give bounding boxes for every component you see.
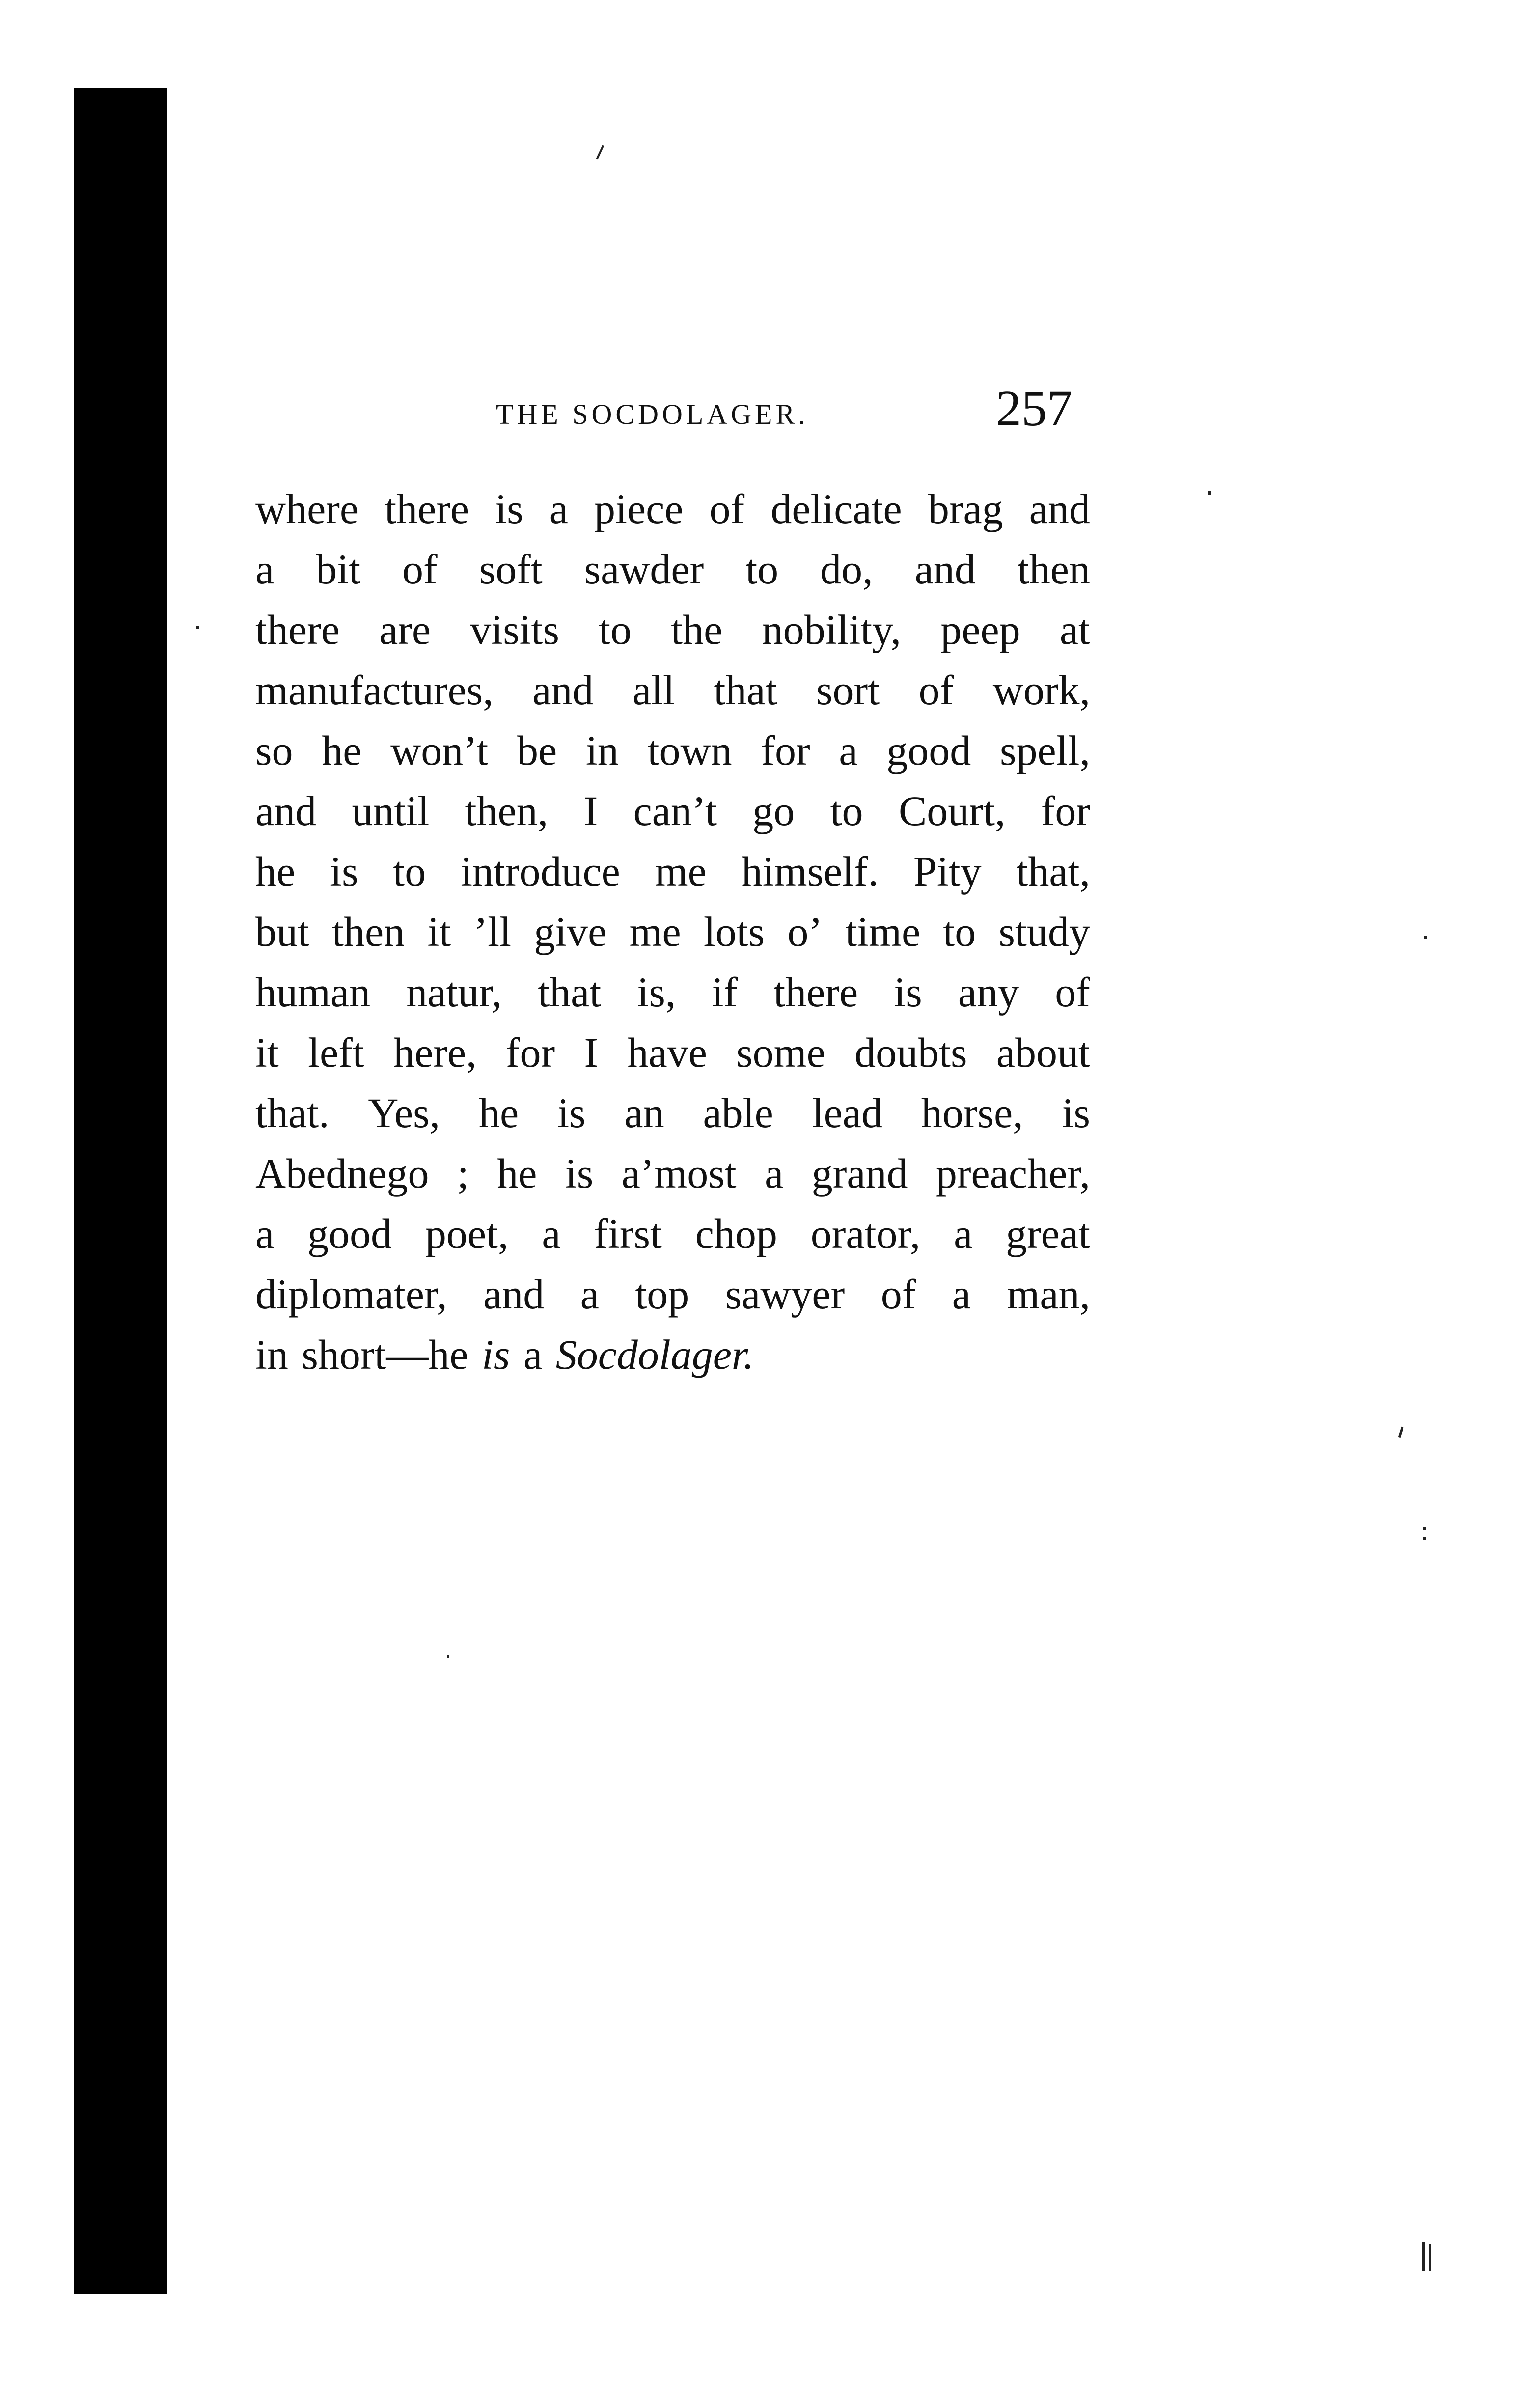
text-line — [255, 1204, 1090, 1264]
scan-speck — [1422, 2242, 1425, 2271]
scan-speck — [1423, 1537, 1426, 1540]
text-word: that — [538, 969, 602, 1016]
text-word: he — [322, 727, 362, 774]
text-word: soft — [479, 546, 543, 593]
text-word: is — [482, 1331, 510, 1378]
text-word: and — [914, 546, 976, 593]
text-word: visits — [470, 606, 559, 653]
text-line — [255, 1143, 1090, 1204]
text-word: won’t — [390, 727, 489, 774]
text-word: the — [671, 606, 723, 653]
text-word: study — [998, 908, 1090, 955]
text-word: a — [549, 485, 568, 532]
text-word: lead — [812, 1089, 882, 1136]
text-word: sort — [816, 666, 880, 714]
text-word: good — [886, 727, 971, 774]
text-word: in — [255, 1331, 288, 1378]
scan-speck — [1423, 1527, 1426, 1530]
text-word: of — [402, 546, 438, 593]
text-word: here, — [393, 1029, 477, 1076]
text-word: brag — [928, 485, 1003, 532]
page-number: 257 — [996, 380, 1072, 437]
text-word: ; — [457, 1150, 469, 1197]
text-word: is — [1062, 1089, 1090, 1136]
text-word: orator, — [810, 1210, 921, 1257]
text-word: great — [1006, 1210, 1090, 1257]
text-word: ’ll — [473, 908, 511, 955]
text-word: are — [379, 606, 431, 653]
text-word: be — [517, 727, 557, 774]
text-word: if — [712, 969, 738, 1016]
body-text — [255, 479, 1090, 1385]
text-word: introduce — [461, 848, 620, 895]
text-word: diplomater, — [255, 1271, 447, 1318]
text-word: is — [894, 969, 922, 1016]
text-word: a’most — [621, 1150, 737, 1197]
text-word: poet, — [425, 1210, 509, 1257]
text-word: o’ — [787, 908, 823, 955]
text-word: delicate — [770, 485, 902, 532]
binding-shadow — [74, 88, 167, 2294]
text-word: himself. — [741, 848, 879, 895]
text-word: is — [557, 1089, 586, 1136]
text-word: human — [255, 969, 371, 1016]
text-word: able — [703, 1089, 773, 1136]
text-word: in — [585, 727, 619, 774]
text-word: bit — [316, 546, 360, 593]
text-word: natur, — [406, 969, 502, 1016]
text-word: have — [627, 1029, 707, 1076]
text-word: and — [532, 666, 594, 714]
text-word: top — [635, 1271, 689, 1318]
text-word: town — [647, 727, 732, 774]
text-word: some — [736, 1029, 825, 1076]
text-line — [255, 841, 1090, 902]
text-word: at — [1059, 606, 1090, 653]
text-line — [255, 600, 1090, 660]
text-line — [255, 1325, 1090, 1385]
text-word: that, — [1016, 848, 1090, 895]
text-word: spell, — [1000, 727, 1090, 774]
text-word: do, — [820, 546, 873, 593]
text-word: for — [505, 1029, 555, 1076]
text-word: me — [629, 908, 681, 955]
text-word: of — [880, 1271, 916, 1318]
text-word: to — [393, 848, 426, 895]
text-word: to — [599, 606, 632, 653]
text-word: I — [584, 1029, 599, 1076]
text-word: short—he — [302, 1331, 468, 1378]
text-word: then — [332, 908, 405, 955]
text-word: so — [255, 727, 293, 774]
text-word: for — [761, 727, 810, 774]
text-line — [255, 962, 1090, 1023]
text-word: of — [709, 485, 745, 532]
text-word: a — [954, 1210, 973, 1257]
text-line — [255, 479, 1090, 539]
text-word: go — [752, 787, 795, 834]
text-word: me — [655, 848, 707, 895]
scan-speck — [596, 145, 604, 160]
text-word: manufactures, — [255, 666, 494, 714]
text-word: I — [583, 787, 598, 834]
text-word: good — [307, 1210, 392, 1257]
text-word: to — [943, 908, 976, 955]
text-word: that — [714, 666, 777, 714]
text-word: a — [765, 1150, 784, 1197]
binding-shadow-foot — [83, 2289, 133, 2294]
text-word: left — [308, 1029, 364, 1076]
text-word: to — [745, 546, 779, 593]
text-line — [255, 781, 1090, 841]
text-word: where — [255, 485, 359, 532]
scan-speck — [1208, 491, 1211, 495]
text-word: is, — [637, 969, 676, 1016]
text-word: that. — [255, 1089, 330, 1136]
text-word: and — [483, 1271, 545, 1318]
text-word: sawder — [584, 546, 704, 593]
text-word: of — [1055, 969, 1090, 1016]
scan-speck — [1398, 1427, 1404, 1438]
running-head-title: THE SOCDOLAGER. — [496, 398, 809, 430]
text-line — [255, 902, 1090, 962]
text-word: until — [352, 787, 430, 834]
text-word: time — [845, 908, 921, 955]
scan-speck — [447, 1655, 449, 1658]
text-word: but — [255, 908, 309, 955]
text-word: a — [542, 1210, 561, 1257]
text-word: then — [1017, 546, 1090, 593]
text-word: lots — [703, 908, 765, 955]
text-word: it — [255, 1029, 279, 1076]
text-line — [255, 1083, 1090, 1143]
text-word: Yes, — [368, 1089, 440, 1136]
text-word: nobility, — [762, 606, 902, 653]
text-word: doubts — [854, 1029, 967, 1076]
text-word: for — [1041, 787, 1090, 834]
text-word: work, — [992, 666, 1090, 714]
text-word: a — [255, 1210, 275, 1257]
text-word: a — [839, 727, 858, 774]
text-word: he — [255, 848, 296, 895]
text-word: a — [523, 1331, 543, 1378]
text-line — [255, 1264, 1090, 1325]
text-word: grand — [811, 1150, 908, 1197]
text-word: it — [427, 908, 451, 955]
text-word: a — [580, 1271, 599, 1318]
text-word: to — [830, 787, 863, 834]
text-word: chop — [695, 1210, 777, 1257]
text-word: Abednego — [255, 1150, 429, 1197]
text-word: is — [565, 1150, 594, 1197]
text-word: an — [624, 1089, 664, 1136]
text-word: can’t — [633, 787, 717, 834]
text-word: horse, — [921, 1089, 1023, 1136]
text-word: there — [773, 969, 858, 1016]
text-word: a — [255, 546, 275, 593]
text-word: man, — [1007, 1271, 1090, 1318]
scan-speck — [196, 626, 199, 629]
text-line — [255, 660, 1090, 720]
text-word: preacher, — [935, 1150, 1090, 1197]
text-word: a — [952, 1271, 971, 1318]
text-word: there — [385, 485, 469, 532]
text-word: he — [497, 1150, 537, 1197]
text-word: is — [495, 485, 523, 532]
text-word: sawyer — [725, 1271, 845, 1318]
text-word: Pity — [913, 848, 982, 895]
text-word: then, — [465, 787, 549, 834]
text-word: any — [958, 969, 1019, 1016]
text-word: first — [594, 1210, 662, 1257]
text-word: peep — [940, 606, 1020, 653]
text-line — [255, 720, 1090, 781]
scan-speck — [1429, 2244, 1431, 2271]
text-word: is — [330, 848, 358, 895]
text-word: Socdolager. — [555, 1331, 754, 1378]
text-word: all — [632, 666, 675, 714]
text-line — [255, 539, 1090, 600]
text-line — [255, 1023, 1090, 1083]
text-word: and — [255, 787, 317, 834]
text-word: give — [534, 908, 607, 955]
text-word: piece — [594, 485, 684, 532]
text-word: and — [1029, 485, 1090, 532]
text-word: there — [255, 606, 340, 653]
text-word: of — [918, 666, 954, 714]
text-word: Court, — [898, 787, 1006, 834]
scan-speck — [1424, 936, 1427, 939]
text-word: about — [996, 1029, 1090, 1076]
text-word: he — [478, 1089, 519, 1136]
